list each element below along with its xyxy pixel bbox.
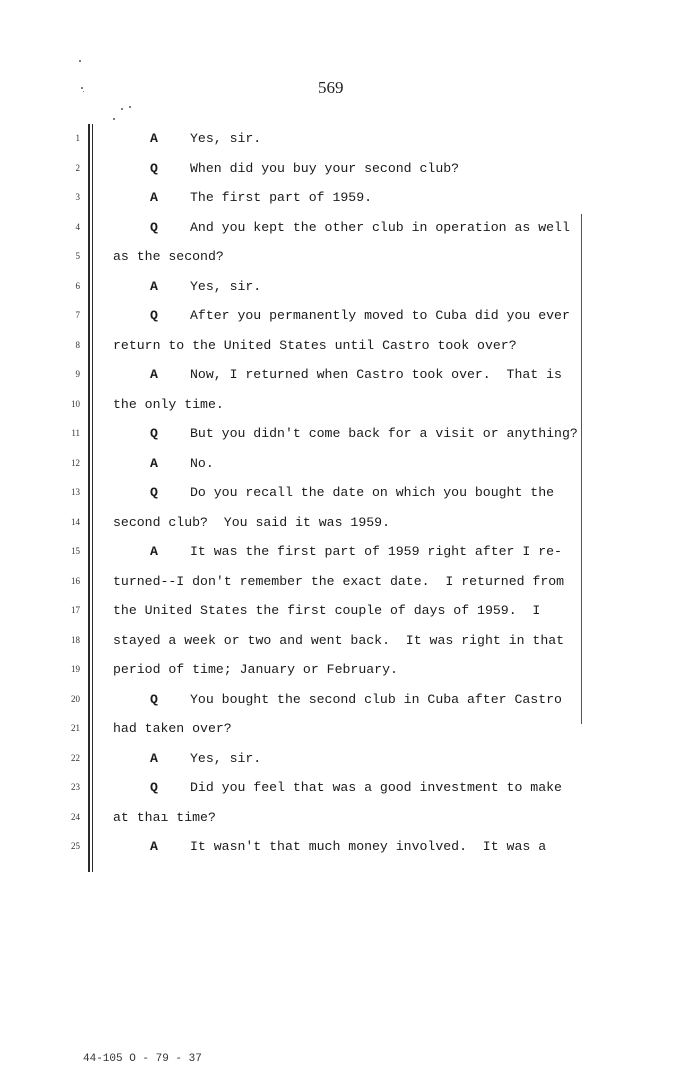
line-text: You bought the second club in Cuba after Castro: [190, 691, 562, 707]
line-number: 13: [71, 487, 80, 497]
transcript-line: [113, 397, 224, 412]
scan-speck: [121, 108, 123, 110]
transcript-line: [150, 780, 562, 795]
transcript-line: [113, 662, 398, 677]
line-number: 19: [71, 664, 80, 674]
margin-rule-right: [92, 124, 93, 872]
line-text: the only time.: [113, 396, 224, 412]
transcript-line: [150, 279, 261, 294]
scan-speck: [129, 106, 131, 108]
transcript-line: [150, 456, 214, 471]
line-number: 18: [71, 634, 80, 645]
transcript-line: [113, 249, 224, 264]
line-text: Now, I returned when Castro took over. That is: [190, 367, 562, 382]
line-number: 14: [71, 516, 80, 527]
line-number: 24: [71, 811, 80, 822]
line-number: 2: [75, 162, 80, 173]
transcript-line: [113, 574, 564, 589]
speaker-label: Q: [150, 426, 158, 441]
line-number: 6: [75, 280, 80, 291]
line-number: 23: [71, 782, 80, 792]
line-number: 17: [71, 605, 80, 615]
line-text: had taken over?: [113, 721, 232, 736]
speaker-label: A: [150, 455, 158, 471]
line-number: 15: [71, 546, 80, 556]
transcript-line: [150, 692, 562, 707]
line-number: 8: [75, 339, 80, 350]
line-text: No.: [190, 455, 214, 471]
transcript-line: [150, 839, 546, 854]
line-text: When did you buy your second club?: [190, 160, 460, 176]
line-text: stayed a week or two and went back. It was right in that: [113, 632, 565, 648]
line-text: turned--I don't remember the exact date. I returned from: [113, 573, 565, 589]
line-number: 11: [71, 428, 80, 438]
line-text: period of time; January or February.: [113, 662, 398, 677]
speaker-label: Q: [150, 308, 158, 323]
transcript-line: [113, 515, 390, 530]
transcript-line: [150, 308, 570, 323]
speaker-label: Q: [150, 780, 158, 795]
speaker-label: A: [150, 839, 158, 854]
line-number: 25: [71, 841, 80, 851]
speaker-label: Q: [150, 219, 158, 235]
page-number: 569: [318, 78, 344, 97]
transcript-line: [150, 190, 372, 205]
transcript-line: [150, 161, 459, 176]
transcript-line: [150, 485, 554, 500]
scan-speck: [81, 87, 83, 89]
right-margin-mark: [581, 214, 582, 724]
margin-rule-left: [88, 124, 90, 872]
speaker-label: A: [150, 367, 158, 382]
speaker-label: A: [150, 278, 158, 294]
transcript-line: [150, 220, 570, 235]
line-number: 1: [75, 133, 80, 143]
transcript-line: [113, 810, 216, 825]
transcript-line: [113, 603, 540, 618]
speaker-label: A: [150, 544, 158, 559]
line-text: The first part of 1959.: [190, 190, 373, 205]
line-text: But you didn't come back for a visit or anything?: [190, 426, 578, 441]
transcript-line: [150, 131, 261, 146]
scan-speck: [113, 118, 115, 120]
line-text: And you kept the other club in operation as well: [190, 219, 570, 235]
line-text: the United States the first couple of days of 1959. I: [113, 603, 541, 618]
line-number: 3: [75, 192, 80, 202]
line-text: Yes, sir.: [190, 278, 262, 294]
line-text: It wasn't that much money involved. It was a: [190, 839, 547, 854]
transcript-line: [113, 633, 564, 648]
transcript-line: [113, 338, 517, 353]
line-number: 5: [75, 251, 80, 261]
speaker-label: Q: [150, 691, 158, 707]
line-number: 21: [71, 723, 80, 733]
line-number: 22: [71, 752, 80, 763]
speaker-label: Q: [150, 160, 158, 176]
speaker-label: A: [150, 131, 158, 146]
line-text: return to the United States until Castro took over?: [113, 337, 517, 353]
transcript-line: [113, 721, 232, 736]
line-text: Do you recall the date on which you bought the: [190, 485, 555, 500]
line-number: 16: [71, 575, 80, 586]
line-number: 10: [71, 398, 80, 409]
line-text: second club? You said it was 1959.: [113, 514, 390, 530]
line-number: 12: [71, 457, 80, 468]
speaker-label: Q: [150, 485, 158, 500]
line-text: Yes, sir.: [190, 131, 262, 146]
line-text: as the second?: [113, 249, 224, 264]
print-footer: 44-105 O - 79 - 37: [83, 1053, 202, 1065]
speaker-label: A: [150, 750, 158, 766]
line-number: 7: [75, 310, 80, 320]
line-text: Yes, sir.: [190, 750, 262, 766]
line-number: 9: [75, 369, 80, 379]
transcript-line: [150, 751, 261, 766]
transcript-line: [150, 426, 578, 441]
line-number: 20: [71, 693, 80, 704]
transcript-line: [150, 367, 562, 382]
speaker-label: A: [150, 190, 158, 205]
line-text: It was the first part of 1959 right after I re-: [190, 544, 562, 559]
line-text: Did you feel that was a good investment to make: [190, 780, 562, 795]
transcript-line: [150, 544, 562, 559]
line-number: 4: [75, 221, 80, 232]
line-text: After you permanently moved to Cuba did you ever: [190, 308, 570, 323]
line-text: at thaı time?: [113, 809, 216, 825]
scan-speck: [79, 60, 81, 62]
scan-speck: [83, 91, 84, 92]
